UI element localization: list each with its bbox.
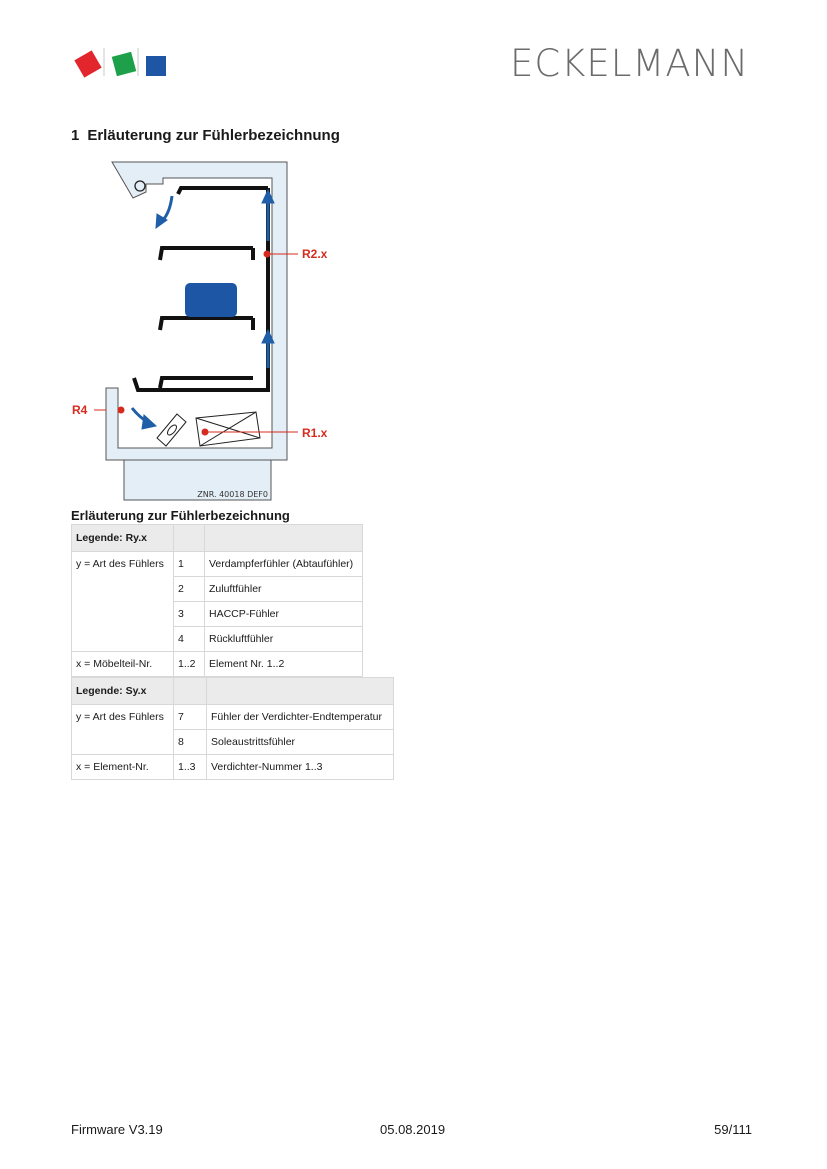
row-number: 1 — [174, 552, 205, 577]
table-row — [72, 552, 363, 577]
label-r1: R1.x — [302, 426, 328, 440]
table-row — [72, 627, 363, 652]
row-number: 3 — [174, 602, 205, 627]
airflow-arrow-curve-top — [156, 196, 172, 228]
section-title: Erläuterung zur Fühlerbezeichnung — [87, 127, 340, 144]
table-row — [72, 755, 394, 780]
legend-table-sy — [71, 677, 394, 780]
drawing-number: ZNR. 40018 DEF0 — [197, 490, 268, 499]
table-header-row — [72, 525, 363, 552]
section-number: 1 — [71, 127, 80, 144]
brand-wordmark: ECKELMANN — [509, 42, 749, 85]
row-description: Verdampferfühler (Abtaufühler) — [205, 552, 363, 577]
refrigerated-case-diagram — [60, 156, 360, 506]
section-heading — [71, 127, 340, 144]
row-description: Zuluftfühler — [205, 577, 363, 602]
label-r4: R4 — [72, 403, 88, 417]
label-r2: R2.x — [302, 247, 328, 261]
shelf-2 — [160, 248, 253, 260]
row-number: 2 — [174, 577, 205, 602]
row-description: Element Nr. 1..2 — [205, 652, 363, 677]
fan-icon — [157, 414, 186, 446]
table-row — [72, 705, 394, 730]
legend-header: Legende: Ry.x — [72, 525, 174, 552]
row-label: y = Art des Fühlers — [72, 552, 174, 577]
row-number: 1..2 — [174, 652, 205, 677]
footer-firmware-version: Firmware V3.19 — [71, 1122, 163, 1137]
table-heading: Erläuterung zur Fühlerbezeichnung — [71, 508, 290, 523]
legend-table-ry — [71, 524, 363, 677]
footer-page-number: 59/111 — [714, 1122, 752, 1137]
row-label — [72, 602, 174, 627]
table-row — [72, 730, 394, 755]
table-row — [72, 602, 363, 627]
footer-date: 05.08.2019 — [380, 1122, 446, 1137]
legend-header: Legende: Sy.x — [72, 678, 174, 705]
row-description: Fühler der Verdichter-Endtemperatur — [207, 705, 394, 730]
shelf-1 — [178, 188, 268, 194]
airflow-arrow-curve-bottom — [132, 408, 156, 429]
table-header-row — [72, 678, 394, 705]
row-number: 7 — [174, 705, 207, 730]
row-description: Rückluftfühler — [205, 627, 363, 652]
product-block — [185, 283, 237, 317]
row-label — [72, 577, 174, 602]
shelf-4 — [160, 378, 253, 388]
row-label: y = Art des Fühlers — [72, 705, 174, 730]
row-label — [72, 730, 174, 755]
row-description: HACCP-Fühler — [205, 602, 363, 627]
shelf-3 — [160, 318, 253, 330]
row-label: x = Element-Nr. — [72, 755, 174, 780]
row-number: 1..3 — [174, 755, 207, 780]
table-row — [72, 577, 363, 602]
eckelmann-logo-squares — [74, 48, 170, 82]
row-number: 4 — [174, 627, 205, 652]
table-row — [72, 652, 363, 677]
row-description: Soleaustrittsfühler — [207, 730, 394, 755]
row-number: 8 — [174, 730, 207, 755]
row-label — [72, 627, 174, 652]
row-label: x = Möbelteil-Nr. — [72, 652, 174, 677]
row-description: Verdichter-Nummer 1..3 — [207, 755, 394, 780]
